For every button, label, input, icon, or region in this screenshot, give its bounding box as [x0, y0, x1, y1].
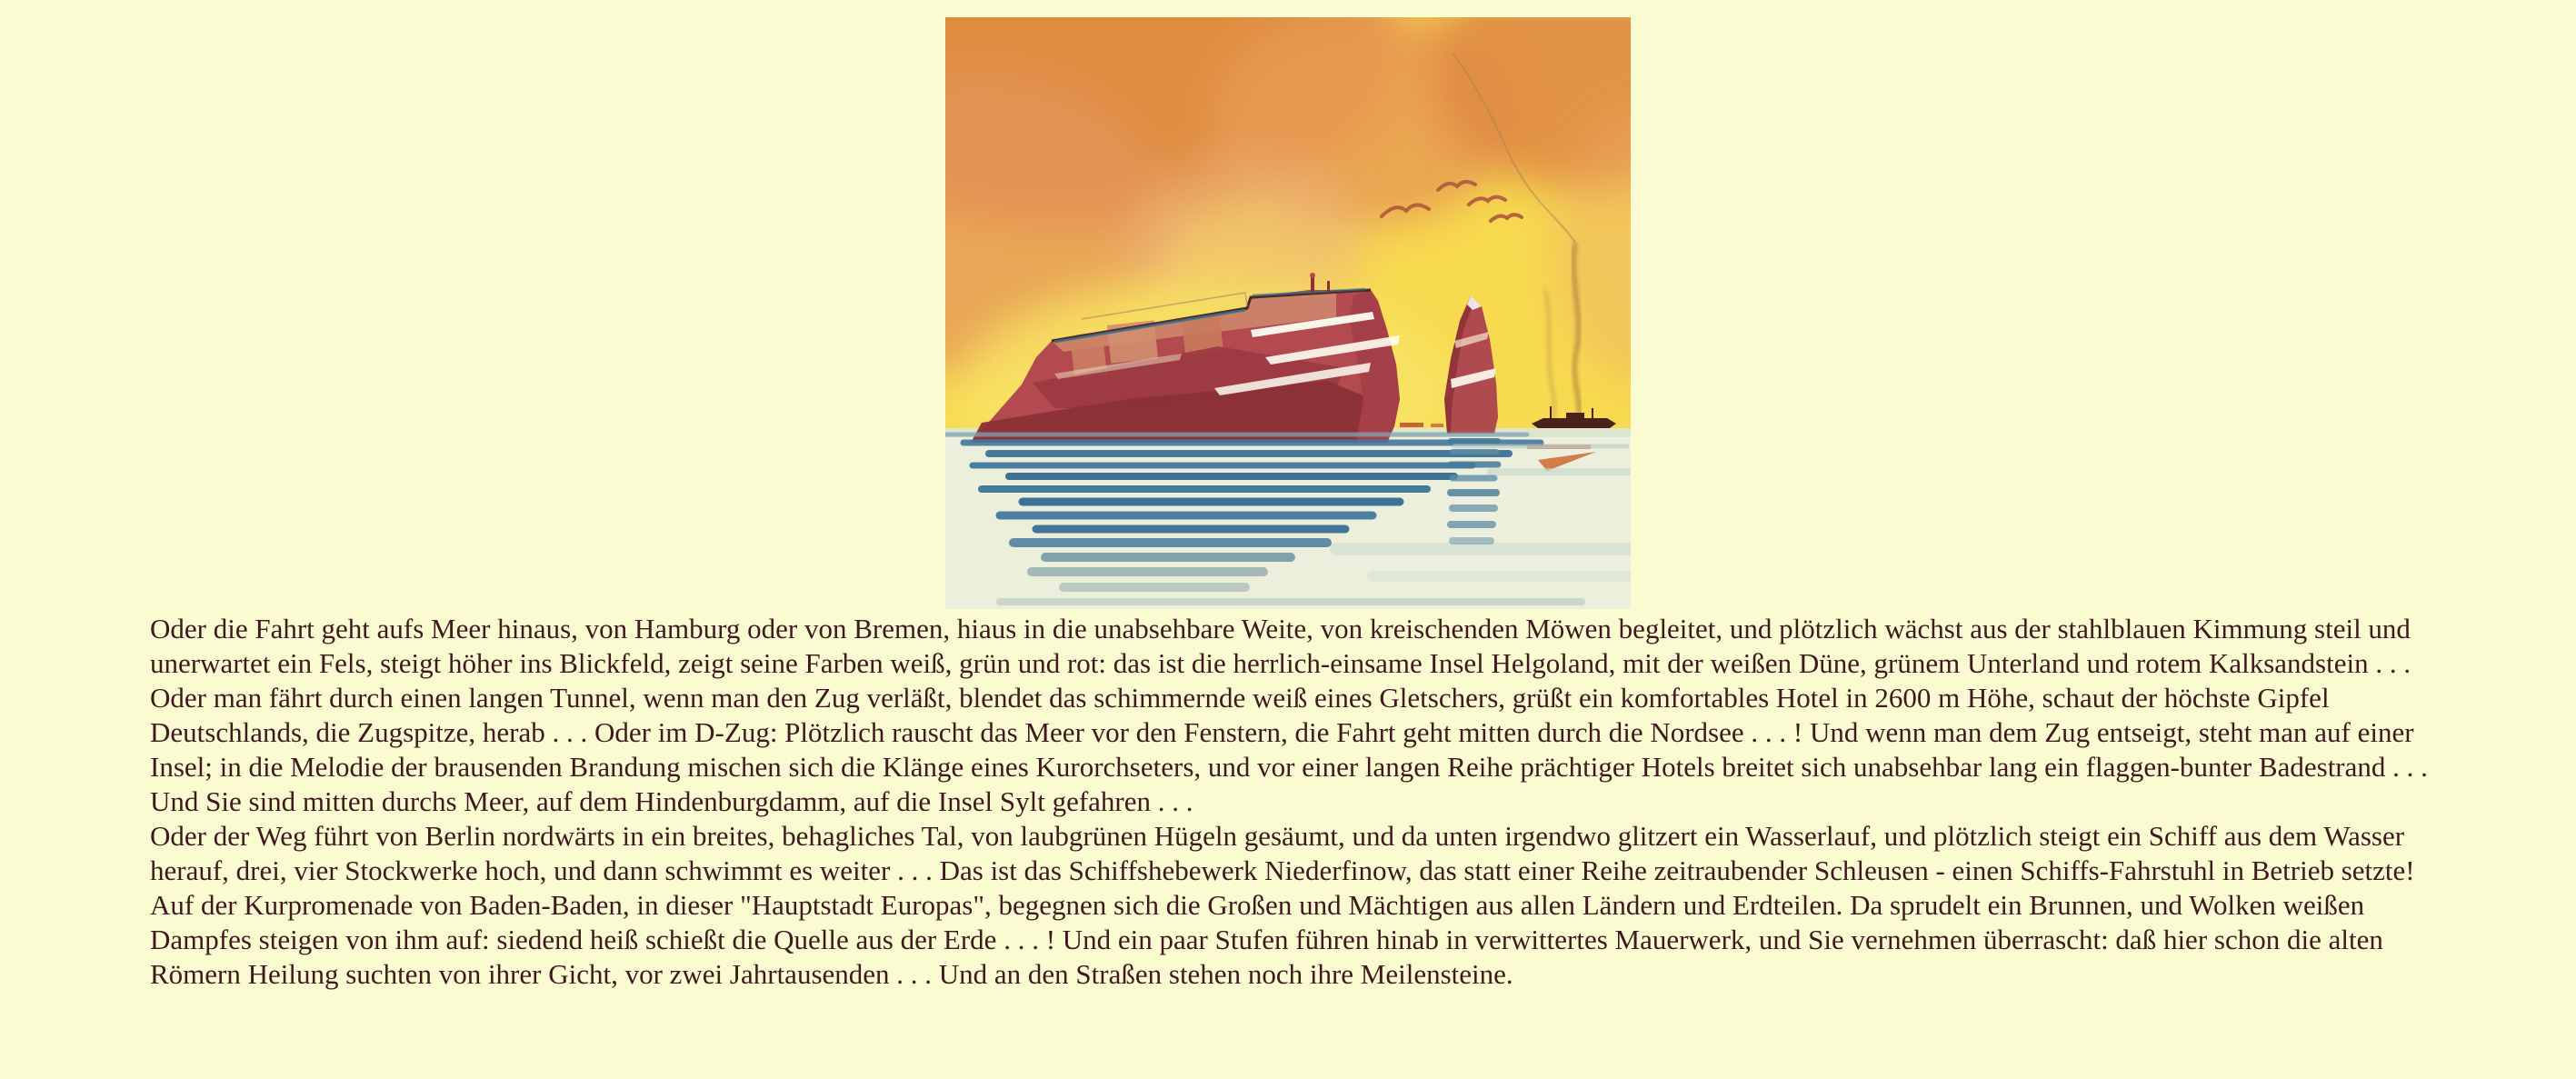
paragraph-helgoland: Oder die Fahrt geht aufs Meer hinaus, von Hamburg oder von Bremen, hiaus in die unabsehbare Weite, von kreischenden Möwen begleitet, und plötzlich wächst aus der stahlblauen Kimmung steil und unerwartet ein Fels, steigt höher ins Blickfeld, zeigt seine Farben weiß, grün und rot: das ist die herrlich-einsame Insel Helgoland, mit der weißen Düne, grünem Unterland und rotem Kalksandstein . . . [150, 613, 2411, 679]
helgoland-illustration-svg [945, 17, 1631, 609]
shore-dash-small [1431, 424, 1443, 427]
paragraph-niederfinow: Oder der Weg führt von Berlin nordwärts in ein breites, behagliches Tal, von laubgrünen Hügeln gesäumt, und da unten irgendwo glitzert ein Wasserlauf, und plötzlich steigt ein Schiff aus dem Wasser herauf, drei, vier Stockwerke hoch, und dann schwimmt es weiter . . . Das ist das Schiffshebewerk Niederfinow, das statt einer Reihe zeitraubender Schleusen - einen Schiffs-Fahrstuhl in Betrieb setzte! [150, 820, 2415, 886]
paragraph-zugspitze-sylt: Oder man fährt durch einen langen Tunnel, wenn man den Zug verläßt, blendet das schimmernde weiß eines Gletschers, grüßt ein komfortables Hotel in 2600 m Höhe, schaut der höchste Gipfel Deutschlands, die Zugspitze, herab . . . Oder im D-Zug: Plötzlich rauscht das Meer vor den Fenstern, die Fahrt geht mitten durch die Nordsee . . . ! Und wenn man dem Zug entseigt, steht man auf einer Insel; in die Melodie der brausenden Brandung mischen sich die Klänge eines Kurorchseters, und vor einer langen Reihe prächtiger Hotels breitet sich unabsehbar lang ein flaggen-bunter Badestrand . . . Und Sie sind mitten durchs Meer, auf dem Hindenburgdamm, auf die Insel Sylt gefahren . . . [150, 682, 2428, 817]
shore-dash [1400, 423, 1423, 427]
page-text [150, 612, 2458, 992]
helgoland-illustration [945, 17, 1631, 609]
paragraph-baden-baden: Auf der Kurpromenade von Baden-Baden, in dieser "Hauptstadt Europas", begegnen sich die Großen und Mächtigen aus allen Ländern und Erdteilen. Da sprudelt ein Brunnen, und Wolken weißen Dampfes steigen von ihm auf: siedend heiß schießt die Quelle aus der Erde . . . ! Und ein paar Stufen führen hinab in verwittertes Mauerwerk, und Sie vernehmen überrascht: daß hier schon die alten Römern Heilung suchten von ihrer Gicht, vor zwei Jahrtausenden . . . Und an den Straßen stehen noch ihre Meilensteine. [150, 889, 2383, 990]
